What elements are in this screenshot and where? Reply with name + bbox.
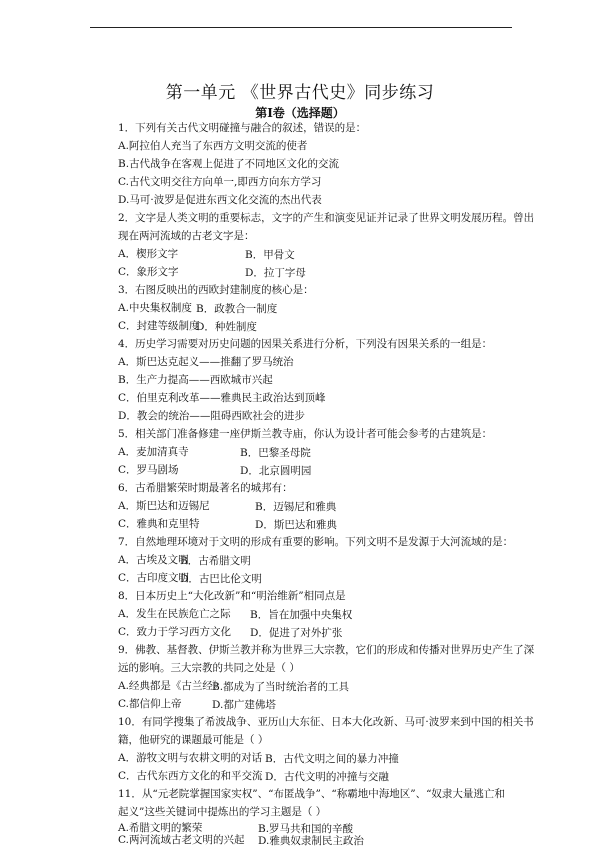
question-10-line-1: 10．有同学搜集了希波战争、亚历山大东征、日本大化改新、马可·波罗来到中国的相关书 <box>118 716 534 728</box>
q9-option-a: A.经典都是《古兰经》 <box>118 680 224 692</box>
q11-option-c: C.两河流域古老文明的兴起 <box>118 834 245 846</box>
q10-option-a: A．游牧文明与农耕文明的对话 <box>118 752 263 764</box>
section-heading: 第Ⅰ卷（选择题） <box>255 106 345 120</box>
q11-option-b: B.罗马共和国的辛酸 <box>258 823 354 835</box>
q4-option-a: A．斯巴达克起义——推翻了罗马统治 <box>118 356 294 368</box>
q3-option-c: C．封建等级制度 <box>118 320 200 332</box>
q10-option-c: C．古代东西方文化的和平交流 <box>118 770 263 782</box>
q9-option-b: B.都成为了当时统治者的工具 <box>212 681 350 693</box>
q6-option-a: A．斯巴达和迈锡尼 <box>118 500 210 512</box>
question-4: 4．历史学习需要对历史问题的因果关系进行分析，下列没有因果关系的一组是： <box>118 338 493 350</box>
q3-option-a: A.中央集权制度 <box>118 302 192 314</box>
q9-option-c: C.都信仰上帝 <box>118 698 182 710</box>
q7-option-b: B．古希腊文明 <box>180 555 251 567</box>
q1-option-d: D.马可·波罗是促进东西文化交流的杰出代表 <box>118 194 322 206</box>
question-2-line-1: 2．文字是人类文明的重要标志，文字的产生和演变见证并记录了世界文明发展历程。曾出 <box>118 212 535 224</box>
q8-option-b: B．旨在加强中央集权 <box>250 609 353 621</box>
q9-option-d: D.都广建佛塔 <box>212 699 276 711</box>
q2-option-c: C．象形文字 <box>118 266 179 278</box>
q8-option-c: C．致力于学习西方文化 <box>118 626 232 638</box>
q4-option-d: D．教会的统治——阻碍西欧社会的进步 <box>118 410 305 422</box>
q11-option-d: D.雅典奴隶制民主政治 <box>258 835 364 847</box>
q2-option-d: D．拉丁字母 <box>245 267 306 279</box>
q1-option-a: A.阿拉伯人充当了东西方文明交流的使者 <box>118 140 308 152</box>
question-2-line-2: 现在两河流域的古老文字是： <box>118 230 255 242</box>
q4-option-b: B．生产力提高——西欧城市兴起 <box>118 374 273 386</box>
q7-option-d: D．古巴比伦文明 <box>180 573 262 585</box>
q6-option-d: D．斯巴达和雅典 <box>255 519 337 531</box>
q1-option-b: B.古代战争在客观上促进了不同地区文化的交流 <box>118 158 340 170</box>
q5-option-a: A．麦加清真寺 <box>118 446 189 458</box>
q8-option-d: D．促进了对外扩张 <box>250 627 343 639</box>
header-rule <box>90 27 512 28</box>
question-11-line-2: 起义”这些关键词中提炼出的学习主题是（ ） <box>118 806 327 818</box>
q2-option-b: B．甲骨文 <box>245 249 295 261</box>
q7-option-c: C．古印度文明 <box>118 572 190 584</box>
q6-option-b: B．迈锡尼和雅典 <box>255 501 337 513</box>
question-7: 7．自然地理环境对于文明的形成有重要的影响。下列文明不是发源于大河流域的是： <box>118 536 514 548</box>
q7-option-a: A．古埃及文明 <box>118 554 189 566</box>
question-6: 6．古希腊繁荣时期最著名的城邦有： <box>118 482 293 494</box>
q1-option-c: C.古代文明交往方向单一,即西方向东方学习 <box>118 176 322 188</box>
q5-option-b: B．巴黎圣母院 <box>240 447 311 459</box>
question-9-line-2: 远的影响。三大宗教的共同之处是（ ） <box>118 662 300 674</box>
q5-option-d: D．北京圆明园 <box>240 465 312 477</box>
q3-option-d: D．种姓制度 <box>196 321 257 333</box>
question-11-line-1: 11．从“元老院掌握国家实权”、“布匿战争”、“称霸地中海地区”、“奴隶大量逃亡和 <box>118 788 505 800</box>
question-3: 3．右图反映出的西欧封建制度的核心是： <box>118 284 314 296</box>
q11-option-a: A.希腊文明的繁荣 <box>118 822 203 834</box>
question-1: 1．下列有关古代文明碰撞与融合的叙述，错误的是： <box>118 122 367 134</box>
q3-option-b: B．政教合一制度 <box>196 303 278 315</box>
question-10-line-2: 籍，他研究的课题最可能是（ ） <box>118 734 269 746</box>
q10-option-b: B．古代文明之间的暴力冲撞 <box>265 753 399 765</box>
q2-option-a: A．楔形文字 <box>118 248 179 260</box>
q5-option-c: C．罗马剧场 <box>118 464 179 476</box>
page-title: 第一单元 《世界古代史》同步练习 <box>165 83 435 103</box>
q10-option-d: D．古代文明的冲撞与交融 <box>265 771 389 783</box>
q4-option-c: C．伯里克利改革——雅典民主政治达到顶峰 <box>118 392 326 404</box>
q8-option-a: A．发生在民族危亡之际 <box>118 608 231 620</box>
question-9-line-1: 9．佛教、基督教、伊斯兰教并称为世界三大宗教，它们的形成和传播对世界历史产生了深 <box>118 644 535 656</box>
q6-option-c: C．雅典和克里特 <box>118 518 200 530</box>
question-8: 8．日本历史上“大化改新”和“明治维新”相同点是 <box>118 590 346 602</box>
question-5: 5．相关部门准备修建一座伊斯兰教寺庙，你认为设计者可能会参考的古建筑是： <box>118 428 493 440</box>
